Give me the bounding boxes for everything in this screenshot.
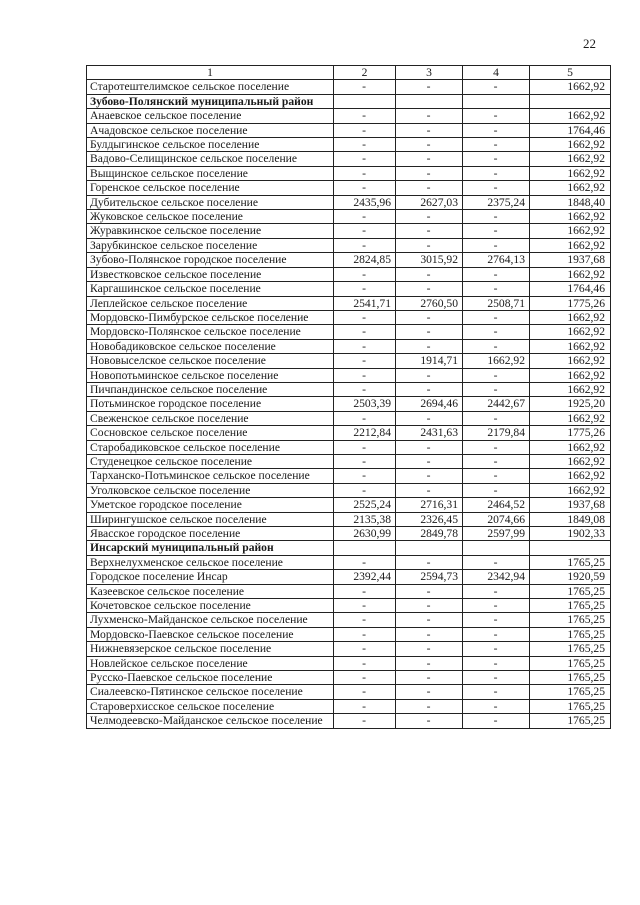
settlement-name: Жуковское сельское поселение <box>87 210 334 224</box>
table-row <box>87 440 611 454</box>
value-col-5: 1765,25 <box>530 656 611 670</box>
value-col-2: - <box>334 469 396 483</box>
header-row <box>87 66 611 80</box>
settlement-name: Челмодеевско-Майданское сельское поселение <box>87 714 334 728</box>
value-col-5: 1765,25 <box>530 555 611 569</box>
table-row <box>87 339 611 353</box>
value-col-4: - <box>463 238 530 252</box>
value-col-3: - <box>396 627 463 641</box>
table-row <box>87 138 611 152</box>
settlement-name: Нижневязерское сельское поселение <box>87 642 334 656</box>
page-number: 22 <box>583 36 596 51</box>
value-col-4: - <box>463 339 530 353</box>
value-col-5: 1662,92 <box>530 152 611 166</box>
header-col-2: 2 <box>334 66 396 80</box>
value-col-3: 2431,63 <box>396 426 463 440</box>
value-col-5: 1925,20 <box>530 397 611 411</box>
value-col-3: - <box>396 714 463 728</box>
table-row <box>87 498 611 512</box>
settlement-name: Старобадиковское сельское поселение <box>87 440 334 454</box>
value-col-4: - <box>463 656 530 670</box>
value-col-4: - <box>463 109 530 123</box>
district-col-5 <box>530 541 611 555</box>
settlement-name: Леплейское сельское поселение <box>87 296 334 310</box>
value-col-5: 1765,25 <box>530 627 611 641</box>
value-col-4: - <box>463 138 530 152</box>
value-col-5: 1662,92 <box>530 267 611 281</box>
table-row <box>87 267 611 281</box>
settlement-name: Лухменско-Майданское сельское поселение <box>87 613 334 627</box>
value-col-5: 1662,92 <box>530 166 611 180</box>
value-col-3: - <box>396 267 463 281</box>
value-col-4: - <box>463 310 530 324</box>
value-col-5: 1662,92 <box>530 382 611 396</box>
table-row <box>87 310 611 324</box>
value-col-5: 1849,08 <box>530 512 611 526</box>
table-row <box>87 584 611 598</box>
value-col-5: 1764,46 <box>530 282 611 296</box>
settlement-name: Уметское городское поселение <box>87 498 334 512</box>
value-col-5: 1848,40 <box>530 195 611 209</box>
value-col-4: - <box>463 166 530 180</box>
value-col-2: - <box>334 656 396 670</box>
settlement-name: Русско-Паевское сельское поселение <box>87 671 334 685</box>
settlement-name: Выщинское сельское поселение <box>87 166 334 180</box>
value-col-2: - <box>334 138 396 152</box>
table-row <box>87 599 611 613</box>
value-col-5: 1765,25 <box>530 671 611 685</box>
table-row <box>87 80 611 94</box>
value-col-2: - <box>334 685 396 699</box>
table-row <box>87 210 611 224</box>
value-col-3: 2849,78 <box>396 527 463 541</box>
value-col-2: - <box>334 224 396 238</box>
table-row <box>87 282 611 296</box>
value-col-5: 1662,92 <box>530 210 611 224</box>
value-col-4: - <box>463 382 530 396</box>
table-row <box>87 426 611 440</box>
value-col-2: - <box>334 483 396 497</box>
table-row <box>87 368 611 382</box>
value-col-2: - <box>334 555 396 569</box>
value-col-3: - <box>396 469 463 483</box>
value-col-3: - <box>396 368 463 382</box>
value-col-2: - <box>334 339 396 353</box>
value-col-3: - <box>396 238 463 252</box>
value-col-3: - <box>396 224 463 238</box>
value-col-4: 2764,13 <box>463 253 530 267</box>
settlement-name: Дубительское сельское поселение <box>87 195 334 209</box>
value-col-3: - <box>396 339 463 353</box>
value-col-5: 1662,92 <box>530 339 611 353</box>
value-col-2: 2435,96 <box>334 195 396 209</box>
value-col-4: - <box>463 325 530 339</box>
value-col-4: - <box>463 469 530 483</box>
settlement-name: Городское поселение Инсар <box>87 570 334 584</box>
value-col-2: - <box>334 714 396 728</box>
table-row <box>87 512 611 526</box>
value-col-5: 1662,92 <box>530 238 611 252</box>
value-col-4: 2375,24 <box>463 195 530 209</box>
value-col-5: 1937,68 <box>530 498 611 512</box>
value-col-5: 1662,92 <box>530 138 611 152</box>
settlement-name: Старотештелимское сельское поселение <box>87 80 334 94</box>
value-col-4: - <box>463 642 530 656</box>
value-col-3: - <box>396 411 463 425</box>
table-row <box>87 699 611 713</box>
value-col-4: 2179,84 <box>463 426 530 440</box>
settlement-name: Явасское городское поселение <box>87 527 334 541</box>
value-col-4: - <box>463 80 530 94</box>
value-col-5: 1662,92 <box>530 411 611 425</box>
table-row <box>87 253 611 267</box>
value-col-2: 2824,85 <box>334 253 396 267</box>
value-col-3: - <box>396 138 463 152</box>
value-col-5: 1765,25 <box>530 599 611 613</box>
value-col-3: - <box>396 80 463 94</box>
value-col-4: - <box>463 123 530 137</box>
value-col-3: - <box>396 555 463 569</box>
settlement-name: Новлейское сельское поселение <box>87 656 334 670</box>
value-col-4: - <box>463 210 530 224</box>
table-row <box>87 613 611 627</box>
district-col-4 <box>463 541 530 555</box>
value-col-3: - <box>396 109 463 123</box>
table-row <box>87 642 611 656</box>
settlement-name: Мордовско-Пимбурское сельское поселение <box>87 310 334 324</box>
value-col-4: - <box>463 368 530 382</box>
value-col-2: - <box>334 368 396 382</box>
value-col-4: - <box>463 267 530 281</box>
value-col-5: 1902,33 <box>530 527 611 541</box>
value-col-4: - <box>463 224 530 238</box>
value-col-5: 1765,25 <box>530 685 611 699</box>
settlement-name: Новопотьминское сельское поселение <box>87 368 334 382</box>
value-col-2: - <box>334 123 396 137</box>
value-col-2: - <box>334 411 396 425</box>
value-col-3: - <box>396 166 463 180</box>
value-col-5: 1662,92 <box>530 440 611 454</box>
table-row <box>87 555 611 569</box>
value-col-3: 2594,73 <box>396 570 463 584</box>
value-col-4: - <box>463 599 530 613</box>
value-col-4: - <box>463 584 530 598</box>
value-col-5: 1662,92 <box>530 454 611 468</box>
table-row <box>87 714 611 728</box>
value-col-2: 2541,71 <box>334 296 396 310</box>
settlement-name: Анаевское сельское поселение <box>87 109 334 123</box>
value-col-4: 2597,99 <box>463 527 530 541</box>
value-col-2: 2135,38 <box>334 512 396 526</box>
value-col-3: - <box>396 699 463 713</box>
value-col-2: - <box>334 109 396 123</box>
value-col-2: 2630,99 <box>334 527 396 541</box>
value-col-5: 1765,25 <box>530 584 611 598</box>
table-row <box>87 224 611 238</box>
settlement-name: Булдыгинское сельское поселение <box>87 138 334 152</box>
settlement-name: Казеевское сельское поселение <box>87 584 334 598</box>
value-col-5: 1662,92 <box>530 469 611 483</box>
settlement-name: Мордовско-Паевское сельское поселение <box>87 627 334 641</box>
table-row <box>87 627 611 641</box>
value-col-3: 2760,50 <box>396 296 463 310</box>
value-col-2: - <box>334 354 396 368</box>
table-row <box>87 123 611 137</box>
table-row <box>87 166 611 180</box>
table-row <box>87 469 611 483</box>
district-col-2 <box>334 541 396 555</box>
table-row <box>87 527 611 541</box>
settlement-name: Сиалеевско-Пятинское сельское поселение <box>87 685 334 699</box>
value-col-3: 2694,46 <box>396 397 463 411</box>
value-col-5: 1662,92 <box>530 310 611 324</box>
value-col-3: 3015,92 <box>396 253 463 267</box>
value-col-3: - <box>396 613 463 627</box>
value-col-5: 1662,92 <box>530 354 611 368</box>
value-col-4: 1662,92 <box>463 354 530 368</box>
district-row <box>87 94 611 108</box>
value-col-2: - <box>334 454 396 468</box>
settlement-name: Ачадовское сельское поселение <box>87 123 334 137</box>
value-col-3: - <box>396 642 463 656</box>
settlement-name: Студенецкое сельское поселение <box>87 454 334 468</box>
district-col-3 <box>396 541 463 555</box>
table-row <box>87 454 611 468</box>
header-col-4: 4 <box>463 66 530 80</box>
settlement-name: Верхнелухменское сельское поселение <box>87 555 334 569</box>
settlement-name: Новобадиковское сельское поселение <box>87 339 334 353</box>
district-col-3 <box>396 94 463 108</box>
value-col-3: - <box>396 599 463 613</box>
value-col-2: - <box>334 584 396 598</box>
table-row <box>87 152 611 166</box>
district-name: Зубово-Полянский муниципальный район <box>87 94 334 108</box>
value-col-4: - <box>463 555 530 569</box>
settlement-name: Горенское сельское поселение <box>87 181 334 195</box>
value-col-5: 1662,92 <box>530 483 611 497</box>
value-col-3: - <box>396 440 463 454</box>
settlement-name: Известковское сельское поселение <box>87 267 334 281</box>
value-col-4: - <box>463 282 530 296</box>
value-col-4: - <box>463 440 530 454</box>
district-col-2 <box>334 94 396 108</box>
value-col-4: - <box>463 699 530 713</box>
value-col-2: - <box>334 181 396 195</box>
settlement-name: Потьминское городское поселение <box>87 397 334 411</box>
value-col-3: - <box>396 382 463 396</box>
settlement-name: Мордовско-Полянское сельское поселение <box>87 325 334 339</box>
value-col-3: 1914,71 <box>396 354 463 368</box>
value-col-3: - <box>396 454 463 468</box>
value-col-4: 2442,67 <box>463 397 530 411</box>
table-row <box>87 656 611 670</box>
value-col-4: - <box>463 411 530 425</box>
value-col-5: 1662,92 <box>530 325 611 339</box>
settlement-name: Вадово-Селищинское сельское поселение <box>87 152 334 166</box>
value-col-2: - <box>334 699 396 713</box>
settlement-name: Староверхисское сельское поселение <box>87 699 334 713</box>
table-body <box>87 66 611 729</box>
value-col-2: - <box>334 627 396 641</box>
value-col-2: - <box>334 238 396 252</box>
value-col-3: - <box>396 656 463 670</box>
table-row <box>87 671 611 685</box>
value-col-2: - <box>334 671 396 685</box>
value-col-2: - <box>334 210 396 224</box>
value-col-2: - <box>334 166 396 180</box>
settlement-name: Зарубкинское сельское поселение <box>87 238 334 252</box>
value-col-5: 1662,92 <box>530 80 611 94</box>
settlement-name: Журавкинское сельское поселение <box>87 224 334 238</box>
value-col-5: 1662,92 <box>530 368 611 382</box>
table-row <box>87 411 611 425</box>
value-col-5: 1920,59 <box>530 570 611 584</box>
settlement-name: Зубово-Полянское городское поселение <box>87 253 334 267</box>
header-col-3: 3 <box>396 66 463 80</box>
value-col-3: - <box>396 282 463 296</box>
table-row <box>87 109 611 123</box>
value-col-3: 2716,31 <box>396 498 463 512</box>
table-row <box>87 181 611 195</box>
value-col-5: 1662,92 <box>530 224 611 238</box>
value-col-2: - <box>334 80 396 94</box>
value-col-4: - <box>463 671 530 685</box>
value-col-2: - <box>334 642 396 656</box>
header-col-1: 1 <box>87 66 334 80</box>
value-col-4: - <box>463 627 530 641</box>
table-row <box>87 483 611 497</box>
value-col-3: - <box>396 685 463 699</box>
value-col-3: - <box>396 210 463 224</box>
district-col-4 <box>463 94 530 108</box>
value-col-2: - <box>334 613 396 627</box>
value-col-3: - <box>396 310 463 324</box>
table-row <box>87 397 611 411</box>
table-row <box>87 325 611 339</box>
value-col-3: - <box>396 181 463 195</box>
table-row <box>87 354 611 368</box>
value-col-2: - <box>334 325 396 339</box>
value-col-5: 1662,92 <box>530 109 611 123</box>
table-row <box>87 570 611 584</box>
value-col-4: 2508,71 <box>463 296 530 310</box>
value-col-5: 1937,68 <box>530 253 611 267</box>
value-col-2: - <box>334 267 396 281</box>
table-row <box>87 238 611 252</box>
value-col-5: 1775,26 <box>530 426 611 440</box>
value-col-3: - <box>396 325 463 339</box>
value-col-3: - <box>396 483 463 497</box>
value-col-2: - <box>334 310 396 324</box>
value-col-2: 2503,39 <box>334 397 396 411</box>
value-col-2: 2212,84 <box>334 426 396 440</box>
district-row <box>87 541 611 555</box>
value-col-4: - <box>463 181 530 195</box>
table-row <box>87 296 611 310</box>
settlement-name: Нововыселское сельское поселение <box>87 354 334 368</box>
settlement-name: Свеженское сельское поселение <box>87 411 334 425</box>
value-col-2: - <box>334 599 396 613</box>
table-row <box>87 195 611 209</box>
header-col-5: 5 <box>530 66 611 80</box>
settlement-name: Сосновское сельское поселение <box>87 426 334 440</box>
value-col-5: 1662,92 <box>530 181 611 195</box>
value-col-4: 2074,66 <box>463 512 530 526</box>
value-col-3: - <box>396 671 463 685</box>
value-col-3: 2627,03 <box>396 195 463 209</box>
settlement-name: Уголковское сельское поселение <box>87 483 334 497</box>
value-col-5: 1765,25 <box>530 699 611 713</box>
table-row <box>87 382 611 396</box>
value-col-3: - <box>396 584 463 598</box>
value-col-4: 2342,94 <box>463 570 530 584</box>
value-col-4: - <box>463 613 530 627</box>
value-col-5: 1765,25 <box>530 642 611 656</box>
value-col-3: - <box>396 123 463 137</box>
value-col-5: 1765,25 <box>530 613 611 627</box>
table-row <box>87 685 611 699</box>
value-col-5: 1764,46 <box>530 123 611 137</box>
value-col-4: - <box>463 454 530 468</box>
value-col-4: - <box>463 152 530 166</box>
settlement-name: Каргашинское сельское поселение <box>87 282 334 296</box>
value-col-2: - <box>334 282 396 296</box>
settlement-name: Ширингушское сельское поселение <box>87 512 334 526</box>
district-col-5 <box>530 94 611 108</box>
value-col-2: 2525,24 <box>334 498 396 512</box>
value-col-2: - <box>334 382 396 396</box>
value-col-3: - <box>396 152 463 166</box>
value-col-5: 1775,26 <box>530 296 611 310</box>
settlement-name: Пичпандинское сельское поселение <box>87 382 334 396</box>
settlement-name: Кочетовское сельское поселение <box>87 599 334 613</box>
value-col-2: - <box>334 152 396 166</box>
value-col-3: 2326,45 <box>396 512 463 526</box>
district-name: Инсарский муниципальный район <box>87 541 334 555</box>
value-col-4: - <box>463 714 530 728</box>
value-col-2: - <box>334 440 396 454</box>
tariff-table <box>86 65 611 729</box>
value-col-2: 2392,44 <box>334 570 396 584</box>
value-col-4: 2464,52 <box>463 498 530 512</box>
value-col-4: - <box>463 483 530 497</box>
value-col-4: - <box>463 685 530 699</box>
value-col-5: 1765,25 <box>530 714 611 728</box>
settlement-name: Тарханско-Потьминское сельское поселение <box>87 469 334 483</box>
